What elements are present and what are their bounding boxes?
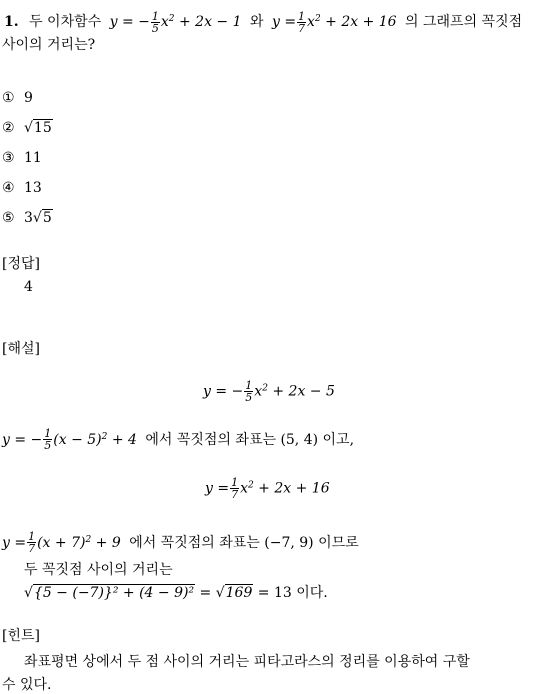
choice-1[interactable]: ① 9	[2, 90, 33, 106]
formula-1: y = − $\frac{1}{5}$ $x^2 + 2x - 1$	[109, 9, 242, 35]
question-line-1	[4, 10, 522, 34]
question-number: 1.	[4, 14, 19, 30]
question-text: 두 이차함수	[29, 14, 102, 30]
choice-3[interactable]: ③ 11	[2, 150, 42, 166]
hint-line-2: 수 있다.	[2, 677, 52, 693]
explanation-label: [해설]	[2, 341, 40, 357]
answer-value: 4	[24, 279, 33, 295]
question-text-2: 의 그래프의 꼭짓점	[405, 14, 523, 30]
explanation-line-2: y = $\frac{1}{7}$ $(x + 7)^2 + 9$ 에서 꼭짓점의 좌표는 (−7, 9) 이므로	[2, 530, 359, 555]
formula-2: y = $\frac{1}{7}$ $x^2 + 2x + 16$	[271, 9, 397, 35]
explanation-line-1: y = − $\frac{1}{5}$ $(x - 5)^2 + 4$ 에서 꼭짓점의 좌표는 (5, 4) 이고,	[2, 427, 355, 452]
choice-5[interactable]: ⑤ 3√5	[2, 210, 52, 226]
explanation-line-3: 두 꼭짓점 사이의 거리는	[24, 562, 173, 578]
answer-label: [정답]	[2, 256, 40, 272]
conjunction: 와	[249, 14, 264, 30]
hint-label: [힌트]	[2, 628, 40, 644]
explanation-eq-1: y = − $\frac{1}{5}$ $x^2 + 2x - 5$	[203, 379, 335, 404]
sqrt-symbol: √5	[32, 210, 52, 226]
choice-2[interactable]: ② √15	[2, 120, 52, 136]
sqrt-symbol: √15	[24, 120, 52, 136]
question-line-2: 사이의 거리는?	[2, 37, 96, 53]
choice-4[interactable]: ④ 13	[2, 180, 42, 196]
explanation-eq-2: y = $\frac{1}{7}$ $x^2 + 2x + 16$	[205, 476, 330, 501]
hint-line-1: 좌표평면 상에서 두 점 사이의 거리는 피타고라스의 정리를 이용하여 구할	[24, 654, 470, 670]
explanation-distance: √{5 − (−7)}² + (4 − 9)² = √169 = 13 이다.	[24, 585, 328, 601]
